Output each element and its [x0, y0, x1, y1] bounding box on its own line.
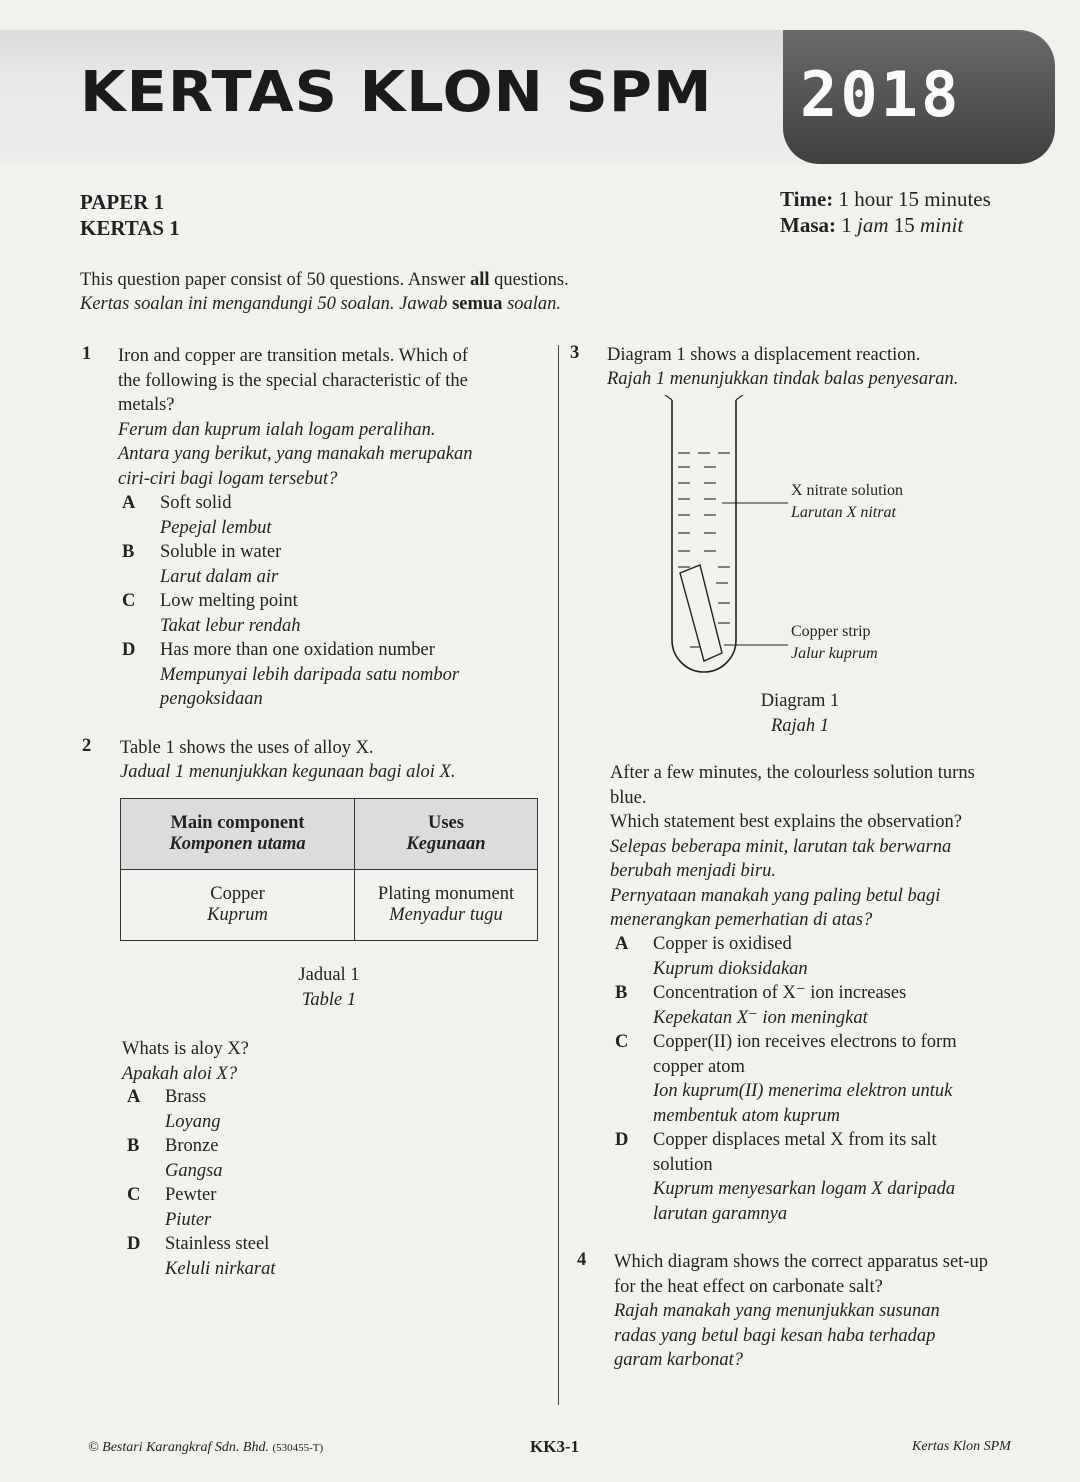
q2-options: A Brass Loyang B Bronze Gangsa C Pewter Piuter D Stainless steel Keluli nirkarat — [127, 1087, 276, 1279]
footer-copyright: © Bestari Karangkraf Sdn. Bhd. (530455-T) — [88, 1440, 324, 1455]
option: D Has more than one oxidation number — [122, 640, 435, 660]
footer-series: Kertas Klon SPM — [912, 1439, 1011, 1454]
option: A Soft solid — [122, 493, 232, 513]
q1-number: 1 — [82, 344, 92, 364]
option: C Low melting point — [122, 591, 298, 611]
page-number: KK3-1 — [530, 1437, 580, 1456]
table-1 — [120, 798, 538, 941]
q2-stem-en: Table 1 shows the uses of alloy X. — [120, 738, 374, 758]
test-tube-diagram — [660, 395, 810, 675]
instructions-ms: Kertas soalan ini mengandungi 50 soalan. Jawab semua soalan. — [80, 294, 562, 314]
time-en: Time: 1 hour 15 minutes — [780, 187, 991, 211]
diagram-caption: Diagram 1 Rajah 1 — [760, 691, 840, 736]
label-strip: Copper strip Jalur kuprum — [791, 623, 878, 662]
q2-stem-ms: Jadual 1 menunjukkan kegunaan bagi aloi X. — [120, 762, 456, 782]
q4-stem: Which diagram shows the correct apparatus set-up for the heat effect on carbonate salt? Rajah manakah yang menunjukkan susunan radas yang betul bagi kesan haba terhadap garam karbonat? — [614, 1252, 988, 1370]
paper-en: PAPER 1 — [80, 190, 165, 214]
table-caption: Jadual 1 Table 1 — [298, 965, 360, 1010]
column-divider — [558, 345, 559, 1405]
q2-question: Whats is aloy X? Apakah aloi X? — [122, 1039, 249, 1084]
q3-observation: After a few minutes, the colourless solution turns blue. Which statement best explains the observation? Selepas beberapa minit, larutan tak berwarna berubah menjadi biru. Pernyataan manakah yang paling betul bagi menerangkan pemerhatian di atas? — [610, 763, 975, 930]
time-ms: Masa: 1 jam 15 minit — [780, 213, 964, 237]
label-solution: X nitrate solution Larutan X nitrat — [791, 482, 903, 521]
paper-ms: KERTAS 1 — [80, 216, 180, 240]
table-cell-uses: Plating monument Menyadur tugu — [355, 870, 538, 941]
q1-stem: Iron and copper are transition metals. Which of the following is the special characteristic of the metals? Ferum dan kuprum ialah logam peralihan. Antara yang berikut, yang manakah merupakan ciri-ciri bagi logam tersebut? — [118, 346, 473, 489]
q3-options: A Copper is oxidised Kuprum dioksidakan B Concentration of X⁻ ion increases Kepekatan X⁻ ion meningkat C Copper(II) ion receives electrons to form copper atom Ion kuprum(II) menerima elektron untuk membentuk atom kuprum D Copper displaces metal X from its salt solution Kuprum menyesarkan logam X daripada larutan garamnya — [615, 934, 957, 1224]
q4-number: 4 — [577, 1250, 587, 1270]
page-title: KERTAS KLON SPM — [80, 60, 713, 125]
table-header-component: Main component Komponen utama — [121, 799, 355, 870]
q3-stem-en: Diagram 1 shows a displacement reaction. — [607, 345, 921, 365]
table-cell-component: Copper Kuprum — [121, 870, 355, 941]
q1-options: A Soft solid Pepejal lembut B Soluble in water Larut dalam air C Low melting point Takat lebur rendah D Has more than one oxidation number Mempunyai lebih daripada satu nombor pengoksidaan — [122, 491, 542, 712]
copper-strip — [680, 565, 722, 661]
q3-number: 3 — [570, 343, 580, 363]
table-header-uses: Uses Kegunaan — [355, 799, 538, 870]
option: B Soluble in water — [122, 542, 282, 562]
instructions-en: This question paper consist of 50 questions. Answer all questions. — [80, 270, 569, 290]
year-label: 2018 — [800, 58, 962, 131]
q3-stem-ms: Rajah 1 menunjukkan tindak balas penyesaran. — [607, 369, 959, 389]
q2-number: 2 — [82, 736, 92, 756]
